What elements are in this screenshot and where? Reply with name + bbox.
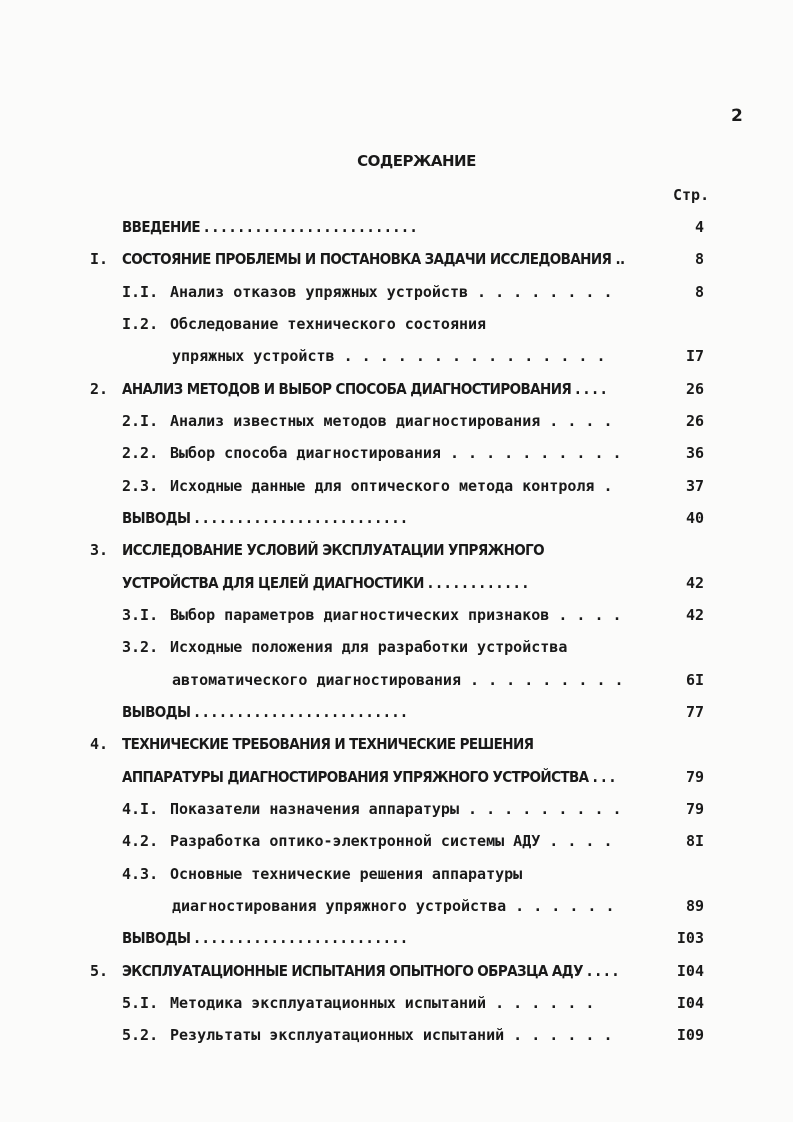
toc-entry [122,313,704,335]
toc-entry-text: ЭКСПЛУАТАЦИОННЫЕ ИСПЫТАНИЯ ОПЫТНОГО ОБРАЗЦА АДУ . . . . [122,962,618,980]
toc-entry-text: АНАЛИЗ МЕТОДОВ И ВЫБОР СПОСОБА ДИАГНОСТИРОВАНИЯ . . . . [122,380,606,398]
toc-entry-page: 37 [685,477,704,495]
toc-entry-text: ТЕХНИЧЕСКИЕ ТРЕБОВАНИЯ И ТЕХНИЧЕСКИЕ РЕШЕНИЯ [122,735,534,753]
toc-entry-number: 5. [90,962,109,980]
toc-entry-page: 40 [685,509,704,527]
toc-entry-number: I.2. [122,315,159,333]
toc-entry-text: Основные технические решения аппаратуры [170,865,523,883]
toc-entry-number: 2.I. [122,412,159,430]
toc-entry-text: Исходные положения для разработки устройства [170,638,568,656]
toc-entry-text: Выбор способа диагностирования . . . . . . . . . . [170,444,622,462]
toc-entry [122,895,704,917]
toc-entry [90,960,704,982]
toc-entry-text: Выбор параметров диагностических признаков . . . . [170,606,622,624]
toc-entry-number: 4.3. [122,865,159,883]
toc-entry-page: 4 [694,218,704,236]
toc-entry-number: 2.3. [122,477,159,495]
toc-title: СОДЕРЖАНИЕ [357,152,476,170]
toc-entry-page: 77 [685,703,704,721]
toc-entry-text: Разработка оптико-электронной системы АДУ . . . . [170,832,613,850]
toc-entry [122,798,704,820]
toc-entry-page: 8I [685,832,704,850]
toc-entry-number: 3.2. [122,638,159,656]
toc-entry-page: 79 [685,800,704,818]
toc-entry [90,378,704,400]
toc-entry-text: ИССЛЕДОВАНИЕ УСЛОВИЙ ЭКСПЛУАТАЦИИ УПРЯЖНОГО [122,541,544,559]
toc-entry-text: ВЫВОДЫ . . . . . . . . . . . . . . . . . . . . . . . . . [122,509,406,527]
toc-entry-text: Методика эксплуатационных испытаний . . . . . . [170,994,595,1012]
toc-entry-page: 26 [685,380,704,398]
toc-entry-number: 2.2. [122,444,159,462]
toc-entry-page: 79 [685,768,704,786]
toc-entry [122,927,704,949]
toc-entry-text: ВЫВОДЫ . . . . . . . . . . . . . . . . . . . . . . . . . [122,703,406,721]
toc-entry-text: диагностирования упряжного устройства . . . . . . [172,897,615,915]
toc-entry [122,410,704,432]
toc-entry-text: Показатели назначения аппаратуры . . . . . . . . . [170,800,622,818]
toc-entry [122,507,704,529]
toc-entry [122,863,704,885]
toc-entry [122,604,704,626]
toc-entry [122,442,704,464]
toc-entry-text: Результаты эксплуатационных испытаний . . . . . . [170,1026,613,1044]
toc-entry-page: 8 [694,250,704,268]
toc-entry-text: АППАРАТУРЫ ДИАГНОСТИРОВАНИЯ УПРЯЖНОГО УСТРОЙСТВА . . . [122,768,615,786]
toc-entry [122,572,704,594]
toc-entry [90,733,704,755]
toc-entry-number: 5.I. [122,994,159,1012]
toc-entry-page: I09 [676,1026,704,1044]
toc-entry-number: 5.2. [122,1026,159,1044]
toc-entry [122,701,704,723]
toc-entry-text: упряжных устройств . . . . . . . . . . . . . . . [172,347,606,365]
toc-entry [122,1024,704,1046]
toc-entry [90,539,704,561]
toc-entry [90,248,704,270]
toc-entry [122,345,704,367]
toc-entry-page: 8 [694,283,704,301]
toc-entry [122,830,704,852]
toc-entry [122,992,704,1014]
toc-entry [122,281,704,303]
toc-entry [122,669,704,691]
toc-entry-text: ВЫВОДЫ . . . . . . . . . . . . . . . . . . . . . . . . . [122,929,406,947]
toc-entry-number: I. [90,250,109,268]
toc-entry [122,636,704,658]
page-number: 2 [731,106,743,126]
toc-entry-text: СОСТОЯНИЕ ПРОБЛЕМЫ И ПОСТАНОВКА ЗАДАЧИ ИССЛЕДОВАНИЯ .. [122,250,625,268]
toc-entry-page: I03 [676,929,704,947]
toc-entry-number: 4. [90,735,109,753]
toc-entry-page: 26 [685,412,704,430]
toc-entry-text: Анализ отказов упряжных устройств . . . . . . . . [170,283,613,301]
toc-entry-text: автоматического диагностирования . . . . . . . . . [172,671,624,689]
toc-entry-number: I.I. [122,283,159,301]
toc-entry-number: 4.I. [122,800,159,818]
page-column-label: Стр. [673,186,710,204]
toc-entry [122,766,704,788]
toc-entry-page: 42 [685,574,704,592]
toc-entry-number: 4.2. [122,832,159,850]
toc-entry-page: I04 [676,994,704,1012]
toc-entry-page: 42 [685,606,704,624]
toc-entry [122,216,704,238]
toc-entry-text: ВВЕДЕНИЕ . . . . . . . . . . . . . . . . . . . . . . . . . [122,218,416,236]
toc-entry-page: 36 [685,444,704,462]
toc-entry-page: I04 [676,962,704,980]
toc-entry-number: 3. [90,541,109,559]
toc-entry-text: Анализ известных методов диагностирования . . . . [170,412,613,430]
toc-entry-text: УСТРОЙСТВА ДЛЯ ЦЕЛЕЙ ДИАГНОСТИКИ . . . . . . . . . . . . [122,574,528,592]
toc-entry-page: I7 [685,347,704,365]
toc-entry [122,475,704,497]
toc-entry-page: 89 [685,897,704,915]
toc-entry-text: Исходные данные для оптического метода контроля . [170,477,613,495]
toc-entry-text: Обследование технического состояния [170,315,487,333]
toc-entry-number: 3.I. [122,606,159,624]
toc-entry-number: 2. [90,380,109,398]
toc-entry-page: 6I [685,671,704,689]
